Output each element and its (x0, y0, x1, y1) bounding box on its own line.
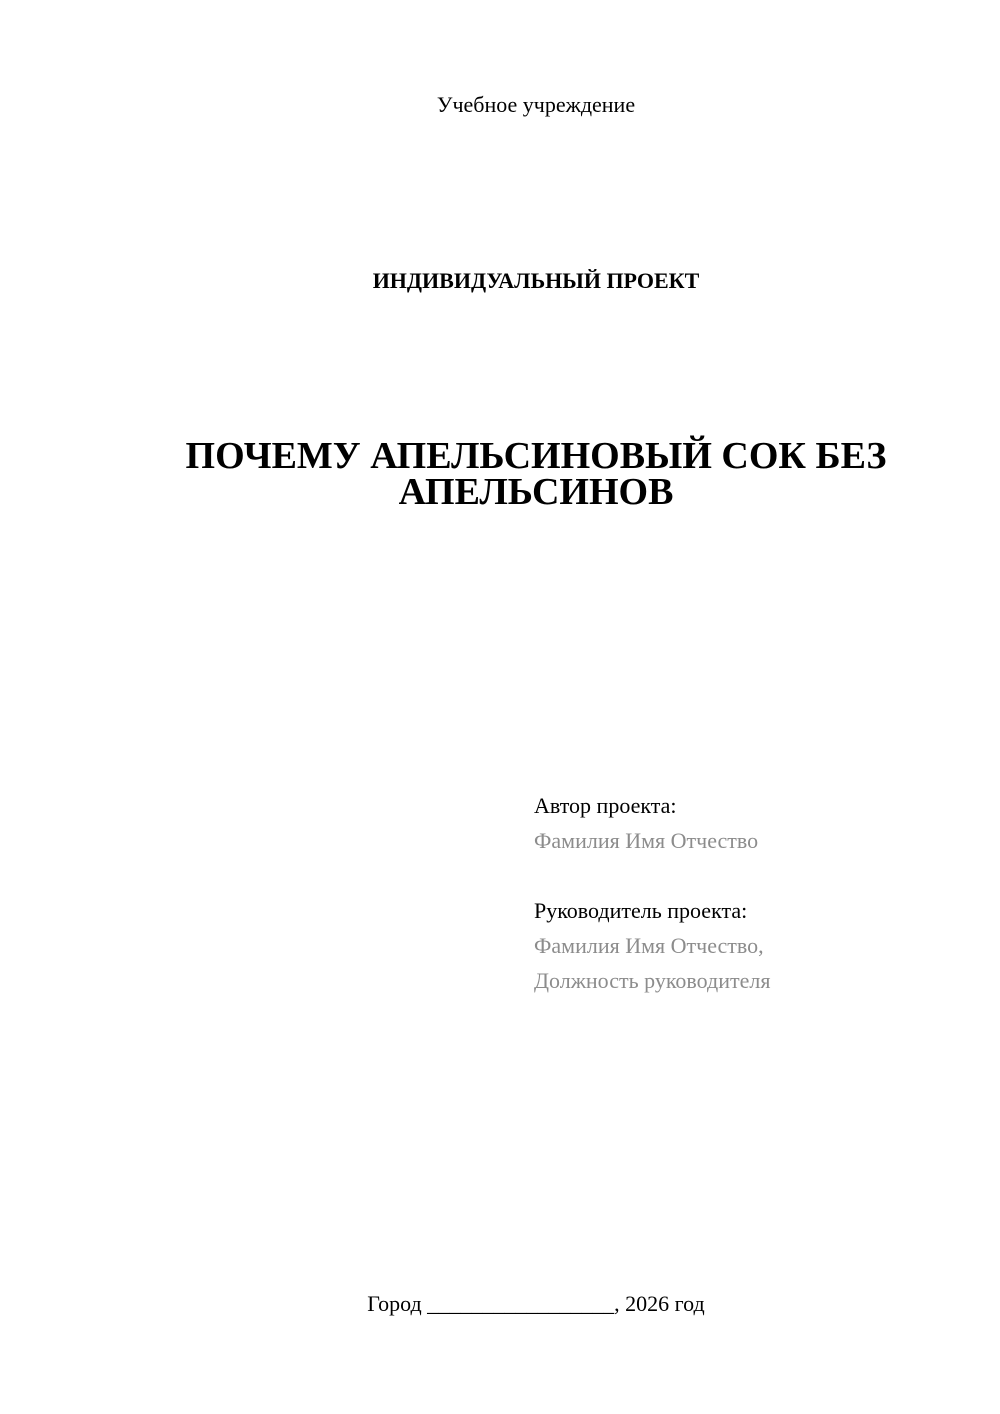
project-title-line-2: АПЕЛЬСИНОВ (398, 471, 674, 513)
credits-block (534, 788, 974, 998)
supervisor-name: Фамилия Имя Отчество, (534, 933, 764, 958)
city-year-line: Город _________________, 2026 год (367, 1291, 705, 1316)
author-name: Фамилия Имя Отчество (534, 828, 759, 853)
supervisor-position: Должность руководителя (534, 968, 771, 993)
project-title (120, 435, 952, 513)
institution-name: Учебное учреждение (436, 92, 636, 117)
supervisor-label: Руководитель проекта: (534, 898, 748, 923)
credits-spacer (534, 858, 974, 893)
project-title-line-1: ПОЧЕМУ АПЕЛЬСИНОВЫЙ СОК БЕЗ (185, 435, 887, 477)
document-type: ИНДИВИДУАЛЬНЫЙ ПРОЕКТ (372, 268, 700, 293)
author-label: Автор проекта: (534, 793, 677, 818)
